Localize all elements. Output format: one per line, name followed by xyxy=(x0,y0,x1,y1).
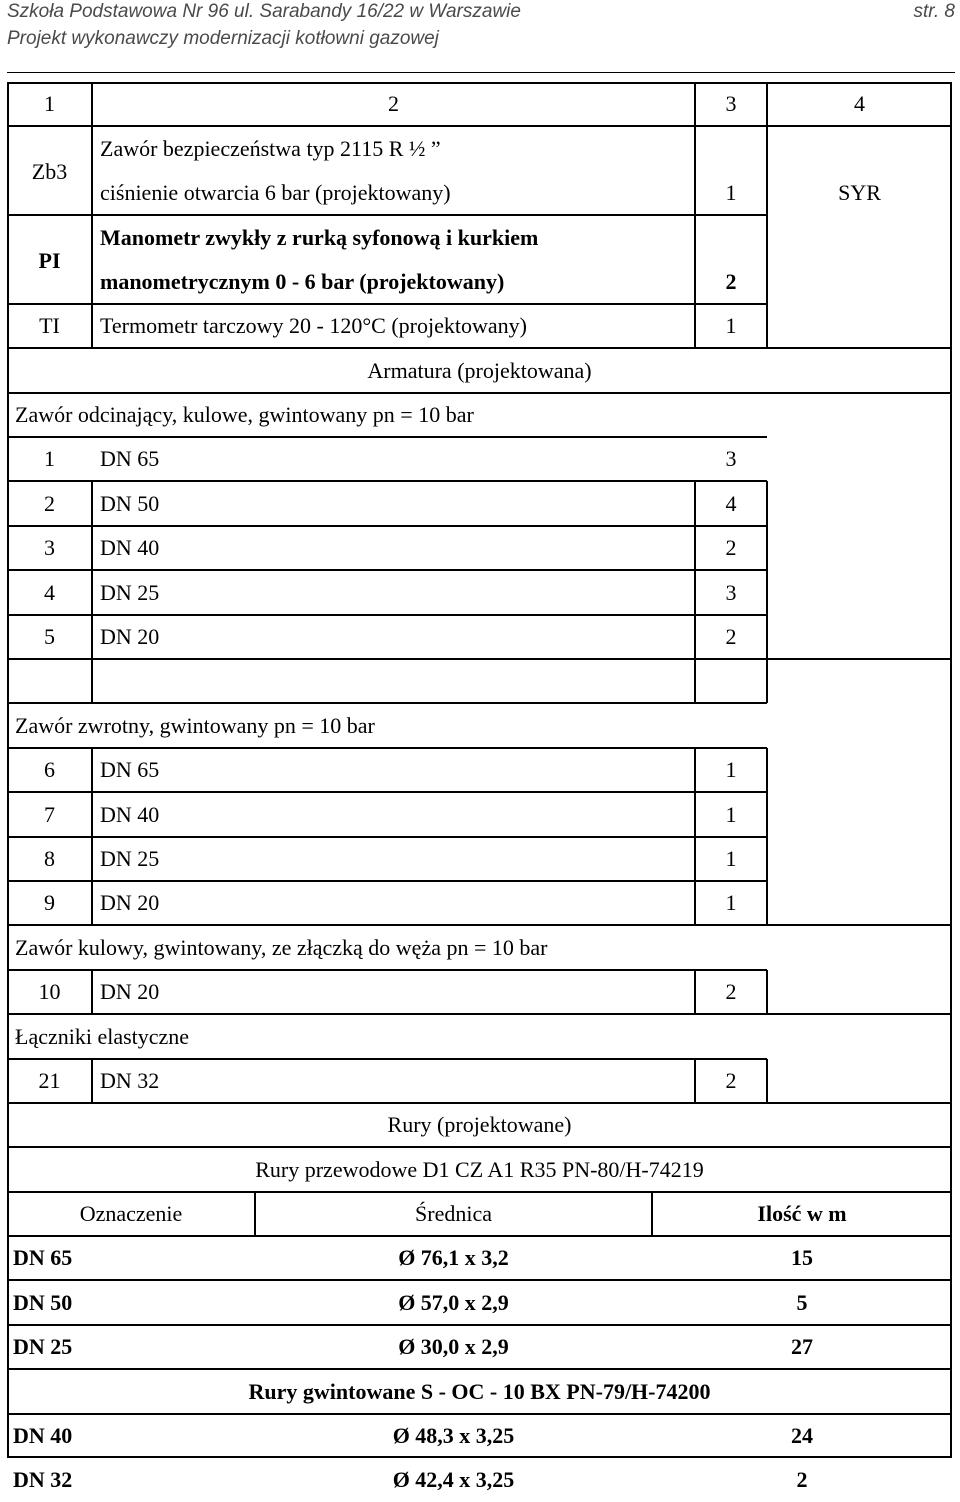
item-qty: 1 xyxy=(725,802,737,827)
item-dn: DN 50 xyxy=(100,491,160,516)
header-ilosc: Ilość w m xyxy=(757,1201,847,1226)
item-number: 4 xyxy=(44,580,55,605)
pipe-diameter: Ø 42,4 x 3,25 xyxy=(392,1467,515,1492)
item-number: 2 xyxy=(44,491,55,516)
col-number-4: 4 xyxy=(854,91,865,116)
item-dn: DN 40 xyxy=(100,535,160,560)
item-number: 8 xyxy=(44,846,55,871)
item-qty: 2 xyxy=(725,979,737,1004)
item-qty: 3 xyxy=(725,580,737,605)
page-number: str. 8 xyxy=(913,1,955,22)
item-number: 3 xyxy=(44,535,55,560)
pipe-designation: DN 40 xyxy=(13,1423,73,1448)
pipe-diameter: Ø 30,0 x 2,9 xyxy=(398,1334,509,1359)
item-dn: DN 25 xyxy=(100,846,160,871)
pipe-length: 15 xyxy=(791,1245,813,1270)
odcinajacy-title: Zawór odcinający, kulowe, gwintowany pn = 10 bar xyxy=(15,402,474,427)
item-dn: DN 25 xyxy=(100,580,160,605)
item-number: 21 xyxy=(38,1068,61,1093)
item-qty: 3 xyxy=(725,446,737,471)
item-number: 9 xyxy=(44,890,55,915)
gwintowane-title: Rury gwintowane S - OC - 10 BX PN-79/H-74200 xyxy=(248,1379,711,1404)
item-dn: DN 20 xyxy=(100,979,160,1004)
rury-title: Rury (projektowane) xyxy=(387,1112,572,1137)
school-name: Szkoła Podstawowa Nr 96 ul. Sarabandy 16/22 w Warszawie xyxy=(7,1,521,22)
ti-desc: Termometr tarczowy 20 - 120°C (projektowany) xyxy=(100,313,527,338)
pipe-diameter: Ø 48,3 x 3,25 xyxy=(392,1423,515,1448)
item-number: 1 xyxy=(44,446,55,471)
header-oznaczenie: Oznaczenie xyxy=(79,1201,183,1226)
item-dn: DN 20 xyxy=(100,624,160,649)
item-qty: 1 xyxy=(725,757,737,782)
pipe-designation: DN 50 xyxy=(13,1290,73,1315)
item-qty: 4 xyxy=(725,491,737,516)
pi-qty: 2 xyxy=(725,269,737,294)
item-dn: DN 20 xyxy=(100,890,160,915)
zwrotny-title: Zawór zwrotny, gwintowany pn = 10 bar xyxy=(15,713,375,738)
kulowy-title: Zawór kulowy, gwintowany, ze złączką do węża pn = 10 bar xyxy=(15,935,548,960)
zb3-desc-line1: Zawór bezpieczeństwa typ 2115 R ½ ” xyxy=(100,136,441,161)
item-dn: DN 65 xyxy=(100,757,160,782)
laczniki-title: Łączniki elastyczne xyxy=(15,1024,190,1049)
pipe-designation: DN 65 xyxy=(13,1245,73,1270)
przewodowe-title: Rury przewodowe D1 CZ A1 R35 PN-80/H-74219 xyxy=(255,1157,704,1182)
pi-desc-line2: manometrycznym 0 - 6 bar (projektowany) xyxy=(100,269,505,294)
item-number: 6 xyxy=(44,757,55,782)
pipe-designation: DN 25 xyxy=(13,1334,73,1359)
item-qty: 1 xyxy=(725,846,737,871)
item-qty: 2 xyxy=(725,535,737,560)
pi-symbol: PI xyxy=(38,248,61,273)
pipe-length: 2 xyxy=(796,1467,808,1492)
zb3-supplier: SYR xyxy=(838,180,881,205)
col-number-2: 2 xyxy=(388,91,399,116)
item-qty: 2 xyxy=(725,624,737,649)
pipe-length: 27 xyxy=(791,1334,813,1359)
zb3-desc-line2: ciśnienie otwarcia 6 bar (projektowany) xyxy=(100,180,451,205)
header-srednica: Średnica xyxy=(415,1201,492,1226)
pipe-diameter: Ø 57,0 x 2,9 xyxy=(398,1290,509,1315)
page-header-line1 xyxy=(7,0,955,25)
item-dn: DN 32 xyxy=(100,1068,160,1093)
zb3-symbol: Zb3 xyxy=(31,159,68,184)
item-qty: 1 xyxy=(725,890,737,915)
item-number: 10 xyxy=(38,979,61,1004)
ti-qty: 1 xyxy=(725,313,737,338)
item-number: 7 xyxy=(44,802,55,827)
item-dn: DN 40 xyxy=(100,802,160,827)
project-title: Projekt wykonawczy modernizacji kotłowni gazowej xyxy=(7,28,439,49)
pipe-length: 5 xyxy=(796,1290,808,1315)
armatura-title: Armatura (projektowana) xyxy=(367,358,592,383)
col-number-1: 1 xyxy=(44,91,55,116)
item-number: 5 xyxy=(44,624,55,649)
header-divider xyxy=(7,72,955,73)
item-dn: DN 65 xyxy=(100,446,160,471)
pipe-designation: DN 32 xyxy=(13,1467,73,1492)
zb3-qty: 1 xyxy=(725,180,737,205)
pipe-diameter: Ø 76,1 x 3,2 xyxy=(398,1245,509,1270)
ti-symbol: TI xyxy=(39,313,60,338)
col-number-3: 3 xyxy=(725,91,737,116)
pipe-length: 24 xyxy=(791,1423,813,1448)
item-qty: 2 xyxy=(725,1068,737,1093)
pi-desc-line1: Manometr zwykły z rurką syfonową i kurkiem xyxy=(100,225,539,250)
